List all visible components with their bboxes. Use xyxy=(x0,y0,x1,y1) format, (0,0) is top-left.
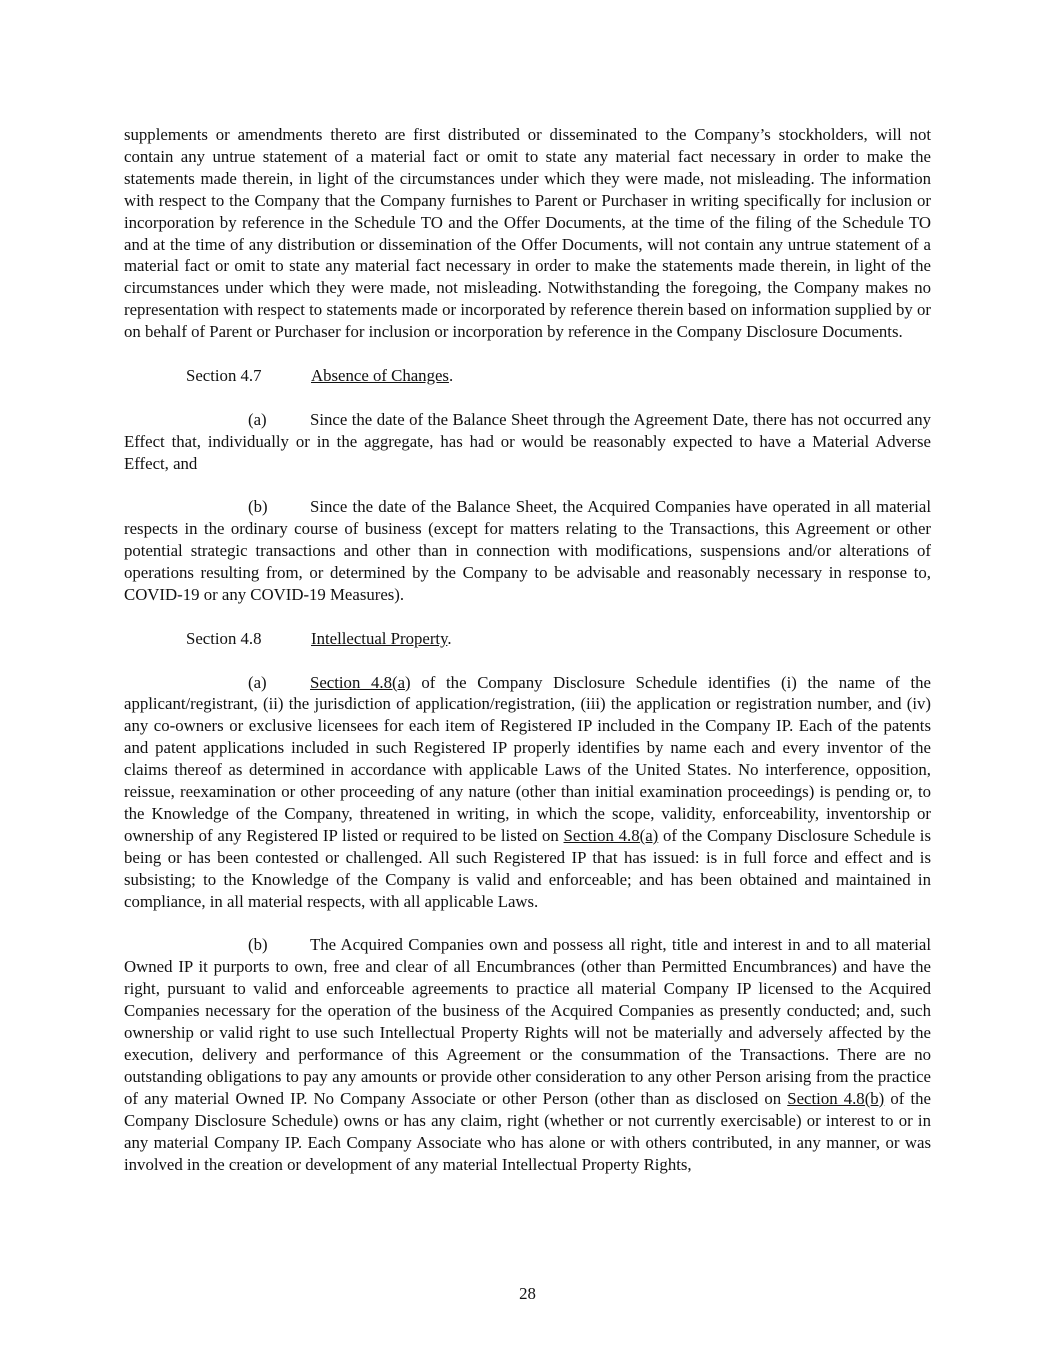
section-number: Section 4.8 xyxy=(186,628,262,648)
clause-text: The Acquired Companies own and possess all right, title and interest in and to all material Owned IP it purports to own, free and clear of all Encumbrances (other than Permitted Encumbrances) and have the right, pursuant to valid and enforceable agreements to practice all material Company IP licensed to the Acquired Companies necessary for the operation of the business of the Acquired Companies as presently conducted; and, such ownership or valid right to use such Intellectual Property Rights will not be materially and adversely affected by the execution, delivery and performance of this Agreement or the consummation of the Transactions. There are no outstanding obligations to pay any amounts or provide other consideration to any other Person arising from the practice of any material Owned IP. No Company Associate or other Person (other than as disclosed on xyxy=(124,935,931,1108)
document-page xyxy=(124,124,931,1197)
section-title-period: . xyxy=(447,628,452,648)
section-title: Absence of Changes xyxy=(311,365,449,385)
clause-text: of the Company Disclosure Schedule is being or has been contested or challenged. All such Registered IP that has issued: is in full force and effect and is subsisting; to the Knowledge of the Company is valid and enforceable; and has been obtained and maintained in compliance, in all material respects, with all applicable Laws. xyxy=(124,825,931,911)
schedule-reference: Section 4.8(b) xyxy=(787,1088,885,1108)
section-4-7-heading xyxy=(124,365,931,387)
clause-label: (a) xyxy=(248,409,267,429)
clause-text: of the Company Disclosure Schedule identifies (i) the name of the applicant/registrant, (ii) the jurisdiction of application/registration, (iii) the application or registration number, and (iv) any co-owners or exclusive licensees for each item of Registered IP included in the Company IP. Each of the patents and patent applications included in such Registered IP properly identifies by name each and every inventor of the claims thereof as determined in accordance with applicable Laws of the United States. No interference, opposition, reissue, reexamination or other proceeding of any nature (other than initial examination proceedings) is pending or, to the Knowledge of the Company, threatened in writing, in which the scope, validity, enforceability, inventorship or ownership of any Registered IP listed or required to be listed on xyxy=(124,672,931,845)
schedule-reference: Section 4.8(a) xyxy=(563,825,659,845)
clause-text: Since the date of the Balance Sheet through the Agreement Date, there has not occurred any Effect that, individually or in the aggregate, has had or would be reasonably expected to have a Material Adverse Effect, and xyxy=(124,409,931,473)
clause-label: (b) xyxy=(248,497,268,517)
clause-label: (a) xyxy=(248,672,267,692)
section-4-8-a xyxy=(124,672,931,913)
page-number: 28 xyxy=(519,1284,536,1303)
clause-label: (b) xyxy=(248,935,268,955)
section-number: Section 4.7 xyxy=(186,365,262,385)
section-title-period: . xyxy=(448,365,454,385)
section-4-7-a xyxy=(124,409,931,475)
section-4-7-b xyxy=(124,496,931,606)
clause-text: of the Company Disclosure Schedule) owns or has any claim, right (whether or not currently exercisable) or interest to or in any material Company IP. Each Company Associate who has alone or with others contributed, in any manner, or was involved in the creation or development of any material Intellectual Property Rights, xyxy=(124,1088,932,1174)
clause-text: Since the date of the Balance Sheet, the Acquired Companies have operated in all material respects in the ordinary course of business (except for matters relating to the Transactions, this Agreement or other potential strategic transactions and other than in connection with modifications, suspensions and/or alterations of operations resulting from, or determined by the Company to be advisable and reasonably necessary in response to, COVID-19 or any COVID-19 Measures). xyxy=(124,497,931,604)
section-4-8-heading xyxy=(124,628,931,650)
section-4-8-b xyxy=(124,934,931,1175)
continuation-paragraph: supplements or amendments thereto are first distributed or disseminated to the Company’s stockholders, will not contain any untrue statement of a material fact or omit to state any material fact necessary in order to make the statements made therein, in light of the circumstances under which they were made, not misleading. The information with respect to the Company that the Company furnishes to Parent or Purchaser in writing specifically for inclusion or incorporation by reference in the Schedule TO and the Offer Documents, at the time of the filing of the Schedule TO and at the time of any distribution or dissemination of the Offer Documents, will not contain any untrue statement of a material fact or omit to state any material fact necessary in order to make the statements made therein, in light of the circumstances under which they were made, not misleading. Notwithstanding the foregoing, the Company makes no representation with respect to statements made or incorporated by reference therein based on information supplied by or on behalf of Parent or Purchaser for inclusion or incorporation by reference in the Company Disclosure Documents. xyxy=(124,125,931,342)
schedule-reference: Section 4.8(a) xyxy=(310,672,411,692)
section-title: Intellectual Property xyxy=(311,628,448,648)
